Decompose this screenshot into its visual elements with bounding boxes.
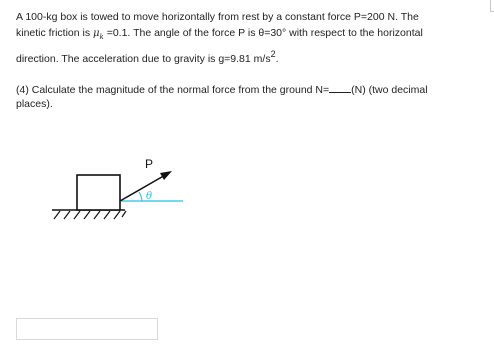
question-line-2: places).	[16, 97, 53, 110]
problem-line-2-prefix: kinetic friction is	[16, 26, 94, 39]
problem-line-3	[16, 49, 466, 68]
force-diagram	[50, 150, 200, 240]
scrollbar-stub[interactable]	[490, 0, 494, 12]
question-text	[16, 83, 476, 111]
force-arrow-shaft	[120, 174, 167, 201]
problem-line-1: A 100-kg box is towed to move horizontally from rest by a constant force P=200 N. The	[16, 11, 419, 23]
problem-line-3-suffix: .	[275, 53, 279, 65]
mu-k-symbol	[93, 28, 104, 39]
force-label: P	[145, 157, 154, 171]
problem-line-2	[16, 26, 466, 46]
answer-input[interactable]	[16, 318, 158, 340]
question-line-1-prefix: (4) Calculate the magnitude of the normal force from the ground N=	[16, 84, 330, 96]
ground-hatching	[54, 211, 126, 219]
exponent: 2	[270, 49, 276, 59]
angle-label: θ	[146, 191, 153, 202]
box	[77, 175, 120, 210]
problem-line-3-prefix: direction. The acceleration due to gravity is g=9.81 m/s	[16, 53, 271, 65]
angle-arc	[139, 192, 142, 201]
answer-blank	[329, 83, 351, 93]
question-line-1	[16, 83, 476, 98]
problem-statement	[16, 10, 466, 68]
question-line-1-suffix: (N) (two decimal	[351, 84, 428, 96]
problem-line-2-suffix: =0.1. The angle of the force P is θ=30° with respect to the horizontal	[103, 26, 423, 39]
force-arrow-head	[160, 171, 172, 180]
mu-subscript: k	[99, 32, 104, 41]
mu-symbol: μ	[93, 27, 100, 39]
